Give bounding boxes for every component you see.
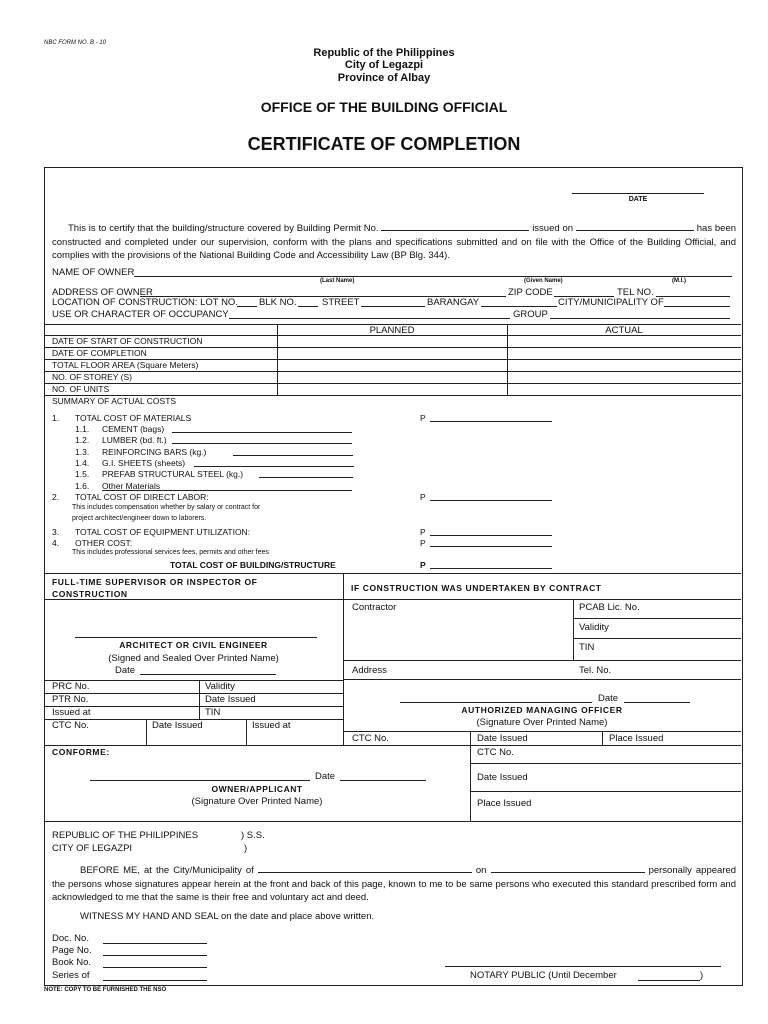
materials-label: TOTAL COST OF MATERIALS (75, 413, 192, 423)
cost-number: 1. (52, 413, 60, 423)
officer-ctc-label: CTC No. (352, 733, 389, 744)
notary-witness: WITNESS MY HAND AND SEAL on the date and place above written. (80, 911, 375, 922)
planned-header: PLANNED (369, 325, 415, 336)
form-number: NBC FORM NO. B - 10 (44, 40, 107, 46)
group-label: GROUP (513, 309, 548, 320)
owner-name-label: NAME OF OWNER (52, 267, 135, 278)
owner-applicant-title: OWNER/APPLICANT (211, 784, 303, 794)
given-name-caption: (Given Name) (524, 278, 563, 284)
officer-ctc-place-label: Place Issued (609, 733, 664, 744)
table-row-label: DATE OF START OF CONSTRUCTION (52, 336, 203, 346)
other-cost-label: OTHER COST: (75, 538, 133, 548)
barangay-label: BARANGAY (427, 297, 480, 308)
date-label: DATE (628, 196, 648, 203)
cost-number: 3. (52, 527, 60, 537)
peso-sign: P (420, 527, 426, 537)
architect-signed-label: (Signed and Sealed Over Printed Name) (108, 653, 279, 664)
cost-item-label: REINFORCING BARS (kg.) (102, 447, 207, 457)
header-city: City of Legazpi (344, 59, 424, 71)
cost-item-label: PREFAB STRUCTURAL STEEL (kg.) (102, 469, 244, 479)
notary-paragraph: BEFORE ME, at the City/Municipality of on personally appeared the persons whose signatures appear herein at the front and back of this page, known to me to be same persons who executed this standard prescribed form and acknowledged to me that the same is their free and voluntary act and deed. (52, 865, 737, 903)
pcab-label: PCAB Lic. No. (579, 602, 640, 613)
page-title: CERTIFICATE OF COMPLETION (247, 134, 521, 154)
cost-item-label: CEMENT (bags) (102, 424, 165, 434)
contract-tin-label: TIN (579, 642, 595, 653)
book-no-label: Book No. (52, 957, 92, 968)
header-province: Province of Albay (337, 72, 431, 84)
supervisor-ctc-date-label: Date Issued (152, 720, 203, 731)
conforme-ctc-label: CTC No. (477, 747, 514, 758)
owner-address-label: ADDRESS OF OWNER (52, 287, 153, 298)
certify-paragraph: This is to certify that the building/structure covered by Building Permit No. issued on has been constructed and completed under our supervision, conform with the plans and specifications submitted and on file with the Office of the Building Official, and complies with the provisions of the National Building Code and Accessibility Law (BP Blg. 344). (52, 223, 737, 261)
table-row-label: DATE OF COMPLETION (52, 348, 147, 358)
blk-label: BLK NO. (259, 297, 297, 308)
notary-public-label: NOTARY PUBLIC (Until December (470, 970, 617, 981)
cost-item-number: 1.4. (75, 458, 90, 468)
notary-ss: ) S.S. (241, 830, 265, 841)
cost-item-label: Other Materials (102, 481, 161, 491)
labor-label: TOTAL COST OF DIRECT LABOR: (75, 492, 209, 502)
contract-address-label: Address (352, 665, 387, 676)
zip-label: ZIP CODE (508, 287, 553, 298)
cost-item-number: 1.2. (75, 435, 90, 445)
validity-label: Validity (205, 681, 235, 692)
footer-note: NOTE: COPY TO BE FURNISHED THE NSO (44, 987, 167, 993)
table-row-label: NO. OF UNITS (52, 384, 110, 394)
officer-title: AUTHORIZED MANAGING OFFICER (461, 705, 623, 715)
cost-item-number: 1.1. (75, 424, 90, 434)
notary-paren: ) (244, 843, 248, 854)
architect-title: ARCHITECT OR CIVIL ENGINEER (119, 640, 268, 650)
peso-sign: P (420, 538, 426, 548)
doc-no-label: Doc. No. (52, 933, 89, 944)
labor-note: project architect/engineer down to laborers. (72, 515, 207, 522)
supervisor-heading: FULL-TIME SUPERVISOR OR INSPECTOR OF CONSTRUCTION (52, 577, 258, 599)
officer-date-label: Date (598, 693, 619, 704)
cost-item-label: G.I. SHEETS (sheets) (102, 458, 186, 468)
location-label: LOCATION OF CONSTRUCTION: LOT NO. (52, 297, 238, 308)
peso-sign: P (420, 492, 426, 502)
supervisor-ctc-label: CTC No. (52, 720, 89, 731)
tin-label: TIN (205, 707, 221, 718)
officer-sig-label: (Signature Over Printed Name) (476, 717, 608, 728)
cost-item-number: 1.3. (75, 447, 90, 457)
issued-at-label: Issued at (52, 707, 91, 718)
date-issued-label: Date Issued (205, 694, 256, 705)
page-no-label: Page No. (52, 945, 92, 956)
office-title: OFFICE OF THE BUILDING OFFICIAL (260, 99, 508, 115)
architect-date-label: Date (115, 665, 136, 676)
contract-tel-label: Tel. No. (579, 665, 612, 676)
notary-republic: REPUBLIC OF THE PHILIPPINES (52, 830, 199, 841)
cost-item-number: 1.6. (75, 481, 90, 491)
series-label: Series of (52, 970, 90, 981)
actual-header: ACTUAL (605, 325, 643, 336)
street-label: STREET (322, 297, 360, 308)
use-occupancy-label: USE OR CHARACTER OF OCCUPANCY (52, 309, 229, 320)
notary-close-paren: ) (700, 970, 704, 981)
contract-heading: IF CONSTRUCTION WAS UNDERTAKEN BY CONTRACT (351, 583, 602, 593)
conforme-date-label: Date (315, 771, 336, 782)
peso-sign: P (420, 413, 426, 423)
cost-number: 4. (52, 538, 60, 548)
conforme-date-issued-label: Date Issued (477, 772, 528, 783)
conforme-place-issued-label: Place Issued (477, 798, 532, 809)
table-row-label: NO. OF STOREY (S) (52, 372, 132, 382)
last-name-caption: (Last Name) (320, 278, 355, 284)
city-municipality-label: CITY/MUNICIPALITY OF (558, 297, 664, 308)
conforme-heading: CONFORME: (52, 747, 110, 757)
summary-costs-label: SUMMARY OF ACTUAL COSTS (52, 396, 177, 406)
notary-city: CITY OF LEGAZPI (52, 843, 133, 854)
prc-label: PRC No. (52, 681, 90, 692)
supervisor-ctc-place-label: Issued at (252, 720, 291, 731)
other-cost-note: This includes professional services fees, permits and other fees (72, 549, 269, 556)
cost-number: 2. (52, 492, 60, 502)
tel-label: TEL NO. (617, 287, 654, 298)
officer-ctc-date-label: Date Issued (477, 733, 528, 744)
peso-sign: P (420, 560, 426, 570)
ptr-label: PTR No. (52, 694, 89, 705)
table-row-label: TOTAL FLOOR AREA (Square Meters) (52, 360, 199, 370)
header-republic: Republic of the Philippines (313, 47, 455, 59)
contract-validity-label: Validity (579, 622, 609, 633)
labor-note: This includes compensation whether by salary or contract for (72, 504, 261, 511)
total-cost-label: TOTAL COST OF BUILDING/STRUCTURE (170, 560, 336, 570)
cost-item-number: 1.5. (75, 469, 90, 479)
cost-item-label: LUMBER (bd. ft.) (102, 435, 167, 445)
mi-caption: (M.I.) (672, 278, 686, 284)
owner-sig-label: (Signature Over Printed Name) (191, 796, 323, 807)
equipment-label: TOTAL COST OF EQUIPMENT UTILIZATION: (75, 527, 251, 537)
contractor-label: Contractor (352, 602, 397, 613)
